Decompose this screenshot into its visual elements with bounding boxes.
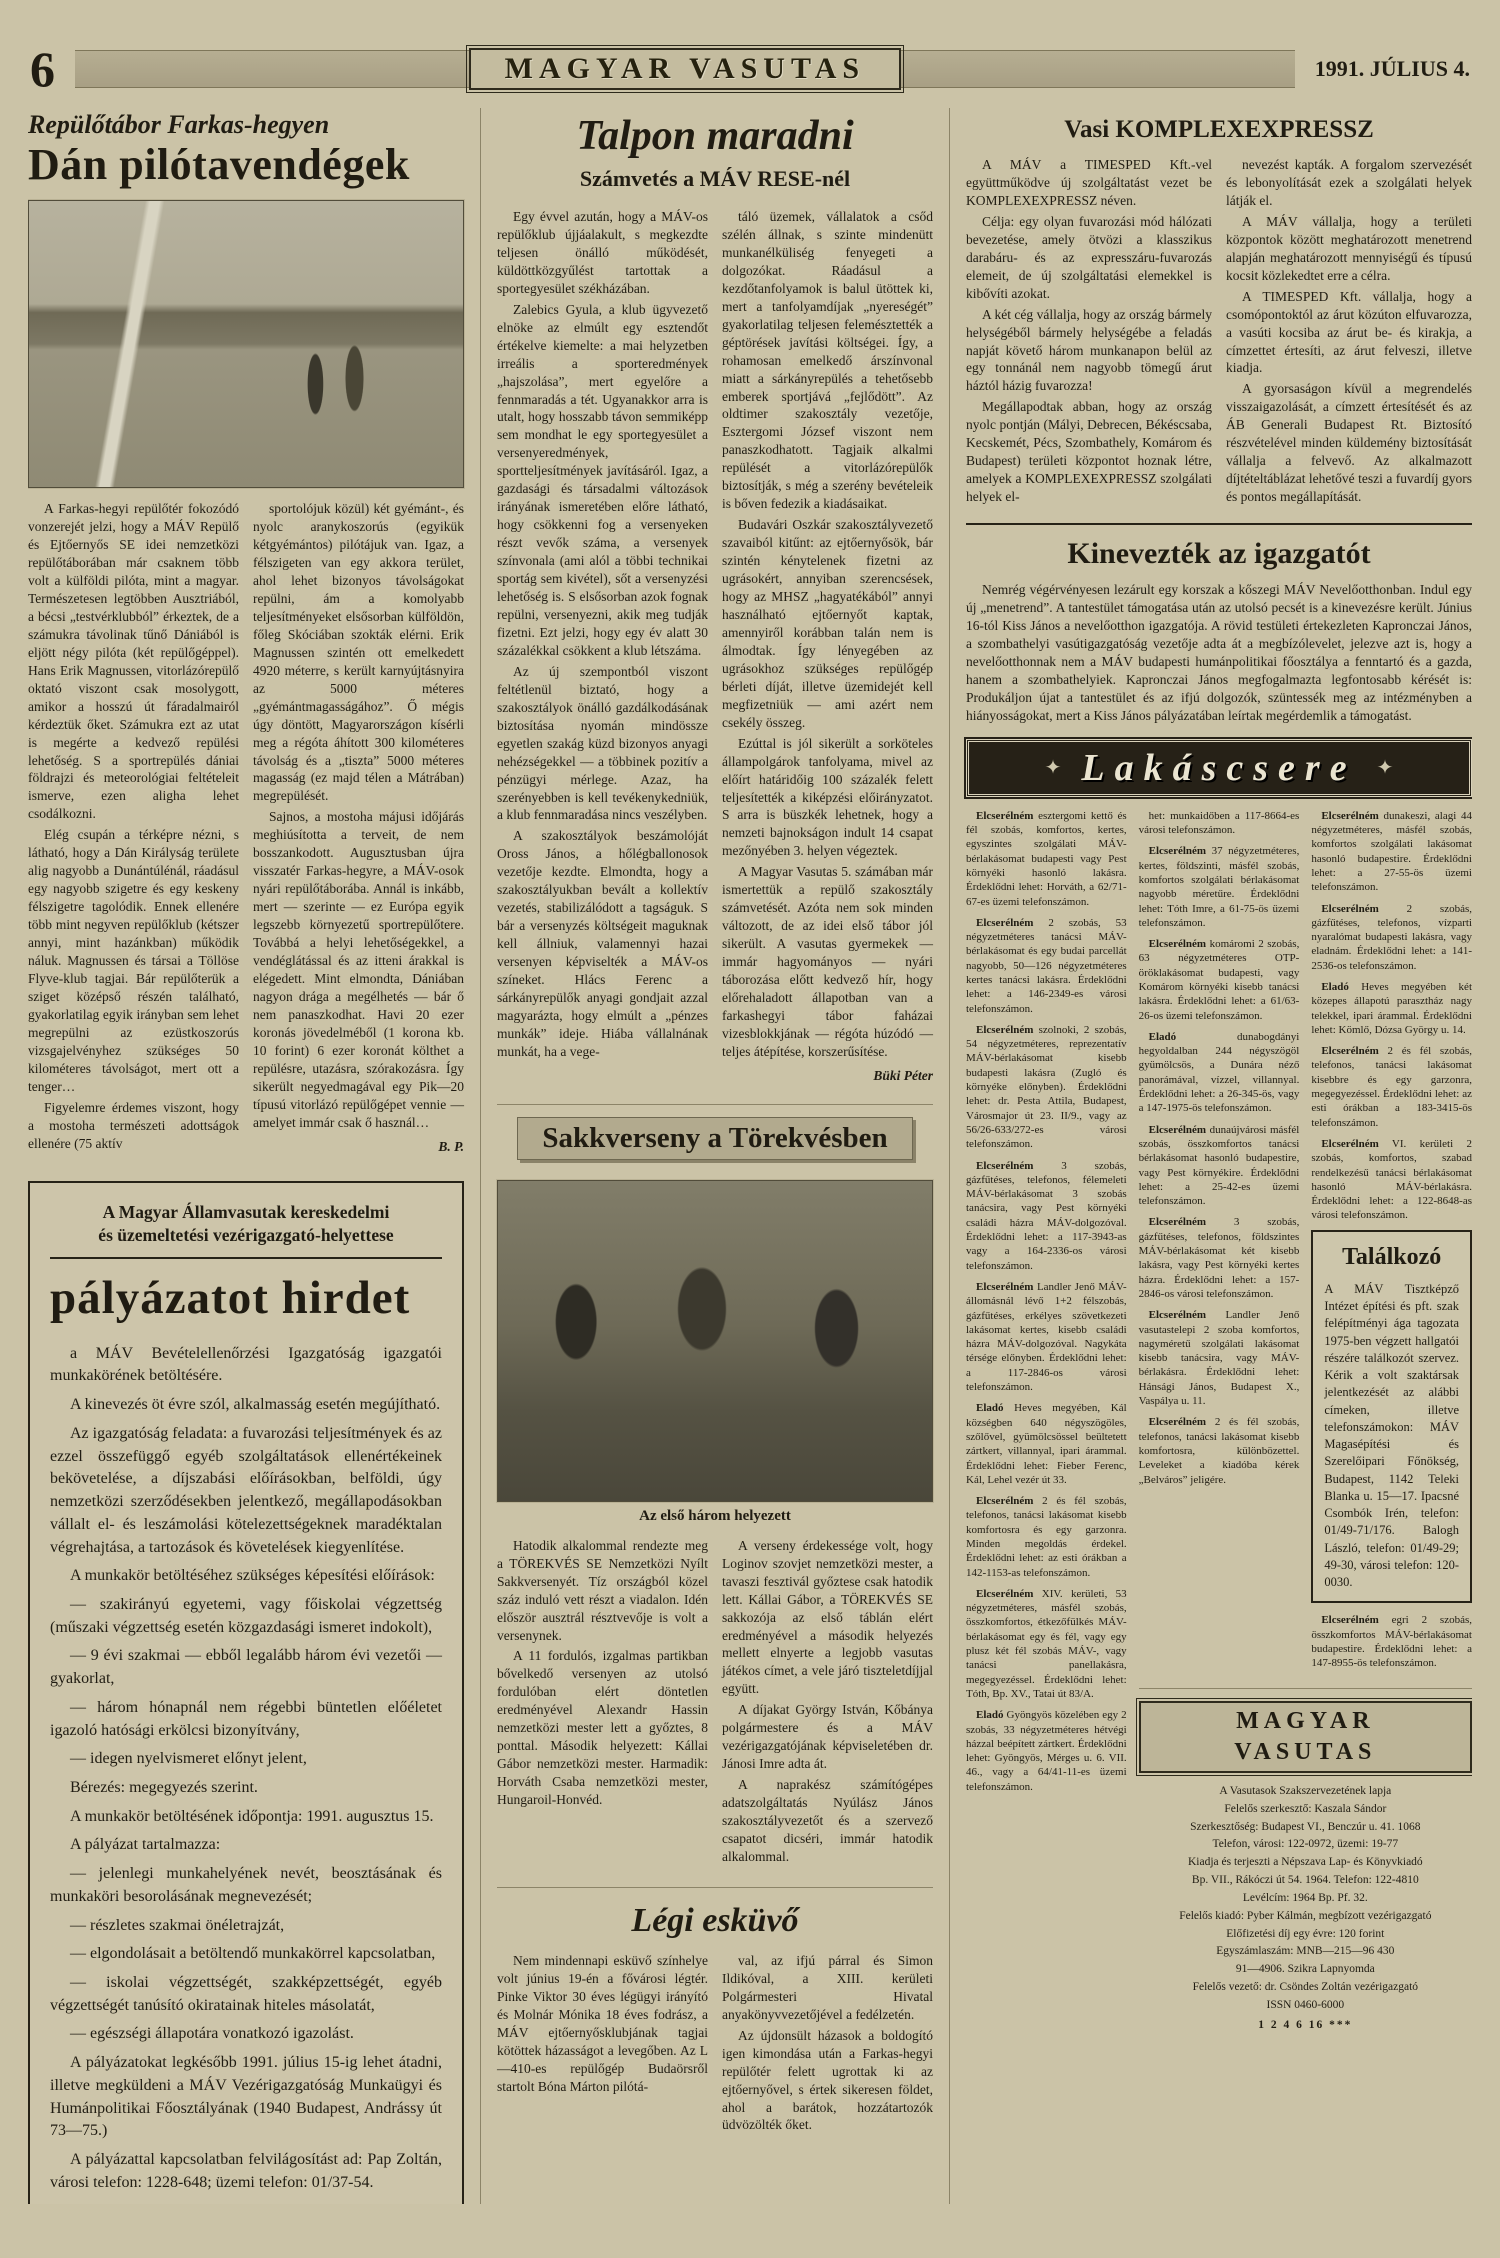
pilots-text-col1: A Farkas-hegyi repülőtér fokozódó vonzerejét jelzi, hogy a MÁV Repülő és Ejtőernyős SE idei nemzetközi repülőtáborában már csaknem több volt a külföldi pilóta, mint a magyar. Természetesen legtöbben Ausztriából, a bécsi „testvérklubból” érkeztek, de a számukra távolinak tűnő Dániából is eljött négy pilóta (két repülőgéppel). Hans Erik Magnussen, vitorlázórepülő oktató viszont csak mosolygott, amikor a hosszú út fáradalmairól kérdeztük őket. Számukra ezt az utat is megérte a kedvező repülési lehetőség. S a sportrepülés dániai földrajzi és meteorológiai feltételeit ismerve, ezen aligha lehet csodálkozni. Elég csupán a térképre nézni, s látható, hogy a Dán Királyság területe alig nagyobb a Dunántúlénál, ráadásul egy nagyobb szigetre és egy keskeny félszigetre tagolódik. Ennek ellenére több mint negyven repülőklub (kétszer annyi, mint hazánkban) működik náluk. Magnussen és társai a Töllöse Flyve-klub tagjai. Bár repülőterük a sziget középső részén található, gyakorlatilag egyik irányban sem lehet megrepülni az ezüstkoszorús vizsgajelvényhez szükséges 50 kilométeres távolságot, mert ott a tenger… Figyelemre érdemes viszont, hogy a mostoha természeti adottságok ellenére (75 aktív xyxy=(28,501,239,1151)
classifieds-section xyxy=(966,809,1472,2035)
palyazat-body: a MÁV Bevételellenőrzési Igazgatóság igazgatói munkakörének betöltésére. A kinevezés öt évre szól, alkalmasság esetén megújítható. Az igazgatóság feladata: a fuvarozási teljesítmények és az ezzel összefüggő egyéb szolgáltatások ellenértékeinek bekövetelése, a díjszabási előírásokban, belföldi, úgy nemzetközi szerződésekben jelentkező, megállapodásokban vállalt el- és leszámolási kötelezettségeknek maradéktalan végrehajtása, a tartozások és követelések kiegyenlítése. A munkakör betöltéséhez szükséges képesítési előírások: — szakirányú egyetemi, vagy főiskolai végzettség (műszaki végzettség esetén közgazdasági ismeret indokolt), — 9 évi szakmai — ebből legalább három évi vezetői — gyakorlat, — három hónapnál nem régebbi büntetlen előéletet igazoló hatósági erkölcsi bizonyítvány, — idegen nyelvismeret előnyt jelent, Bérezés: megegyezés szerint. A munkakör betöltésének időpontja: 1991. augusztus 15. A pályázat tartalmazza: — jelenlegi munkahelyének nevét, beosztásának és munkaköri besorolásának megnevezését; — részletes szakmai önéletrajzát, — elgondolásait a betöltendő munkakörrel kapcsolatban, — iskolai végzettségét, szakképzettségét, egyéb végzettségét tanúsító okiratainak hiteles másolatát, — egészségi állapotára vonatkozó igazolást. A pályázatokat legkésőbb 1991. július 15-ig lehet átadni, illetve megküldeni a MÁV Vezérigazgatóság Munkaügyi és Humánpolitikai Főosztályának (1940 Budapest, Andrássy út 73—75.) A pályázattal kapcsolatban felvilágosítást ad: Pap Zoltán, városi telefon: 1228-648; üzemi telefon: 01/37-54. xyxy=(50,1344,442,2191)
komplex-body xyxy=(966,156,1472,509)
colophon-line: Levélcím: 1964 Bp. Pf. 32. xyxy=(1242,1891,1368,1904)
classified-ad: Elcserélném 2 szobás, gázfűtéses, telefonos, vízparti nyaralómat budapesti lakásra, vagy eladnám. Érdeklődni lehet: a 141-2536-os telefonszámon. xyxy=(1311,902,1472,972)
colophon-title: MAGYAR VASUTAS xyxy=(1139,1701,1472,1773)
komplex-headline: Vasi KOMPLEXEXPRESSZ xyxy=(1064,116,1374,143)
colophon-line: Szerkesztőség: Budapest VI., Benczúr u. 41. 1068 xyxy=(1190,1820,1421,1833)
talpon-text-col1: Egy évvel azután, hogy a MÁV-os repülőklub újjáalakult, s megkezdte teljesen önálló működését, küldöttközgyűlést tartottak a sportegyesület székházában. Zalebics Gyula, a klub ügyvezető elnöke az elmúlt egy esztendőt értékelve kiemelte: a mai helyzetben irreális a sporteredmények „hajszolása”, mert egyelőre a fennmaradás a tét. Ugyanakkor arra is utalt, hogy hosszabb távon semmiképp sem mondhat le egy sportegyesület a versenyeredmények, sportteljesítmények javításáról. Igaz, a gazdasági és társadalmi változások irányának ismeretében előre látható, hogy csökkenni fog a versenyeken részt vevők száma, a versenyek színvonala (ami alól a többi technikai sportág sem kivétel), sőt a versenyzési lehetőség is. S elsősorban azok fognak repülni, versenyezni, akik meg tudják fizetni. Ezt jelzi, hogy egy év alatt 30 százalékkal csökkent a klub létszáma. Az új szempontból viszont feltétlenül biztató, hogy a szakosztályok önálló gazdálkodásának biztosítása nyomán mindössze egyetlen szakág küzd bizonyos anyagi nehézségekkel — a többinek pozitív a pénzügyi mérlege. Azaz, ha szerényebben is kell tevékenykedniük, a klub fennmaradása nincs veszélyben. A szakosztályok beszámolóját Oross János, a hőlégballonosok vezetője kezdte. Elmondta, hogy a szakosztályukban bevált a kollektív vezetés, stabilizálódott a tagságuk. S bár a versenyzés költségeit maguknak kell állniuk, valamennyi hazai versenyen képviselték a MÁV-os színeket. Hlács Ferenc a sárkányrepülők anyagi gondjait azzal magyarázta, hogy elmúlt a „pénzes munkák” ideje. Hiába vállalnának munkát, ha a vege- xyxy=(497,209,708,1059)
masthead-band xyxy=(75,50,1295,88)
classified-ad: Elcserélném egri 2 szobás, összkomfortos MÁV-bérlakásomat budapestire. Érdeklődni lehet: a 147-8955-ös telefonszámon. xyxy=(1311,1614,1472,1670)
classified-ad: Eladó Heves megyében két közepes állapotú parasztház nagy telekkel, ipari árammal. Érdeklődni lehet: Kömlő, Dózsa György u. 14. xyxy=(1311,981,1472,1036)
classified-ad: Elcserélném 3 szobás, gázfűtéses, telefonos, félemeleti MÁV-bérlakásomat 3 szobás tanácsira, vagy Pest környéki családi házra MÁV-dolgozóval. Érdeklődni lehet: a 117-3943-as vagy a 164-2336-os városi telefonszámon. xyxy=(966,1159,1127,1272)
classified-ad: Elcserélném 3 szobás, gázfűtéses, telefonos, földszintes MÁV-bérlakásomat két kisebb lakásra, vagy Pest környéki kertes házra. Érdeklődni lehet: a 157-2846-os városi telefonszámon. xyxy=(1138,1216,1300,1300)
colophon-lines xyxy=(1139,1783,1472,2034)
palyazat-kicker: A Magyar Államvasutak kereskedelmi és üzemeltetési vezérigazgató-helyettese xyxy=(50,1201,442,1259)
eskuvo-body xyxy=(497,1952,933,2138)
colophon xyxy=(1139,1688,1472,2035)
colophon-line: Egyszámlaszám: MNB—215—96 430 xyxy=(1216,1945,1395,1958)
eskuvo-text-col2: val, az ifjú párral és Simon Ildikóval, a XIII. kerületi Polgármesteri Hivatal anyakönyvvezetőjével a fedélzetén. Az újdonsült házasok a boldogító igen kimondása után a Farkas-hegyi repülőtér felett ugrottak ki az ejtőernyővel, s értek sikeresen földet, ahol a barátok, hozzátartozók üdvözölték őket. xyxy=(722,1952,933,2133)
masthead-title: MAGYAR VASUTAS xyxy=(469,48,901,90)
chess-photo-caption: Az első három helyezett xyxy=(639,1507,791,1524)
classified-ad: Elcserélném komáromi 2 szobás, 63 négyzetméteres OTP-öröklakásomat budapesti, vagy Komárom környéki kisebb tanácsi lakásra. Érdeklődni lehet: a 61/63-26-os üzemi telefonszámon. xyxy=(1138,938,1300,1022)
classified-ad: Elcserélném VI. kerületi 2 szobás, komfortos, szabad rendelkezésű tanácsi bérlakásomat hasonló MÁV-bérlakásra. Érdeklődni lehet: a 122-8648-as városi telefonszámon. xyxy=(1311,1137,1472,1222)
komplex-text-col2: nevezést kapták. A forgalom szervezését és lebonyolítását ezek a szolgálati helyek látják el. A MÁV vállalja, hogy a területi központok között meghatározott menetrend alapján meghatározott mennyiségű és típusú kocsit közlekedtet erre a célra. A TIMESPED Kft. vállalja, hogy a csomópontoktól az árut közúton elfuvarozza, a vasúti kocsiba az árut be- és kirakja, a címzettet értesíti, az árut felveszi, illetve kiadja. A gyorsaságon kívül a megrendelés visszaigazolását, a címzett értesítését és az ÁB Generali Budapest Rt. Biztosító részvételével minden küldemény biztosítását vállalja a felvevő. Az alkalmazott díjtételtáblázat lehetővé teszi a fuvardíj gyors és pontos megállapítását. xyxy=(1226,157,1472,505)
classified-ad: Elcserélném esztergomi kettő és fél szobás, komfortos, kertes, egyszintes szolgálati MÁV-bérlakásomat budapesti vagy Pest környéki hasonló lakásra. Érdeklődni lehet: Horváth, a 62/71-67-es üzemi telefonszámon. xyxy=(966,809,1127,908)
page-number: 6 xyxy=(30,41,55,97)
pilots-signature: B. P. xyxy=(438,1138,464,1154)
komplex-text-col1: A MÁV a TIMESPED Kft.-vel együttműködve új szolgáltatást vezet be KOMPLEXEXPRESSZ néven. Célja: egy olyan fuvarozási mód hálózati bevezetése, amely ötvözi a klasszikus darabáru- és az expresszáru-fuvarozás elemeit, de új szolgáltatási elemekkel is kibővíti azokat. A két cég vállalja, hogy az ország bármely helységéből bármely helységébe a feladás napját követő három munkanapon belül az egy tonnánál nem nagyobb tömegű árut háztól házig fuvarozza! Megállapodtak abban, hogy az ország nyolc pontján (Mályi, Debrecen, Békéscsaba, Kecskemét, Pécs, Szombathely, Komárom és Budapest) területi központot hoznak létre, amelyek a KOMPLEXEXPRESSZ szolgálati helyek el- xyxy=(966,157,1212,505)
colophon-line: Előfizetési díj egy évre: 120 forint xyxy=(1226,1927,1385,1940)
pilots-headline: Dán pilótavendégek xyxy=(28,140,410,189)
talpon-headline: Talpon maradni xyxy=(576,113,854,159)
sakk-body xyxy=(497,1537,933,1869)
classified-ad: Eladó Heves megyében, Kál községben 640 négyszögöles, szőlővel, gyümölcsössel beültetett zártkert, villannyal, ipari árammal. Érdeklődni lehet: Fieber Ferenc, Kál, Lehel vezér út 33. xyxy=(966,1402,1127,1486)
eskuvo-headline: Légi esküvő xyxy=(497,1887,933,1940)
talpon-text-col2: táló üzemek, vállalatok a csőd szélén állnak, s szinte mindenütt munkanélküliség fenyegeti a dolgozókat. Ráadásul a kezdőtanfolyamok is balul ütöttek ki, mert a tanfolyamdíjak „nyereségét” gyakorlatilag teljesen felemésztették a géptörések javítási költségei. Így, a rohamosan emelkedő árszínvonal miatt a sárkányrepülés a tehetősebb emberek sportjává „fejlődött”. Az oldtimer szakosztály vezetője, Esztergomi József viszont nem panaszkodhatott. Tagjaik alkalmi repülését a vitorlázórepülők biztosítják, s még a szerény bevételeik is bőven fedezik a kiadásaikat. Budavári Oszkár szakosztályvezető szavaiból kitűnt: az ejtőernyősök, bár szintén kénytelenek fizetni az ugrásokért, annyiban szerencsések, hogy az MHSZ „hagyatékából” annyi használható ejtőernyőt kaptak, amennyiről korábban talán nem is álmodtak. Így lényegében az ugrásokhoz szükséges repülőgép bérleti díját, illetve üzemidejét kell megfizetniük — ami azért nem csekély összeg. Ezúttal is jól sikerült a sorköteles állampolgárok tanfolyama, mivel az előírt határidőig 100 százalék felett teljesítették a kiképzési előirányzatot. S arra is büszkék lehetnek, hogy a nemzeti bajnokságon indult 14 csapat mezőnyében 3. helyen végeztek. A Magyar Vasutas 5. számában már ismertettük a repülő szakosztály számvetését. Azóta nem sok minden változott, de az idei első tábor jól sikerült. A vasutas gyermekek — immár hagyományos — nyári táborozása előtt kedvező hír, hogy előrehaladott állapotban van a farkashegyi tábor faházai vizesblokkjának — régóta húzódó — teljes átépítése, korszerűsítése. Büki Péter xyxy=(722,209,933,1083)
ornament-right-icon: ✦ xyxy=(1376,757,1394,780)
classified-ad: Elcserélném XIV. kerületi, 53 négyzetméteres, másfél szobás, összkomfortos, étkezőfülkés MÁV-bérlakásomat egy és fél, vagy egy plusz két fél szobás MÁV-, vagy tanácsi panellakásra, megegyezéssel. Érdeklődni lehet: Tóth, Bp. XV., Tatai út 83/A. xyxy=(966,1587,1127,1700)
lakascsere-banner xyxy=(966,739,1472,797)
left-column xyxy=(28,108,480,2204)
palyazat-article xyxy=(28,1181,464,2205)
talalkozo-article xyxy=(1311,1230,1472,1604)
page-header xyxy=(0,0,1500,104)
igazgato-body: Nemrég végérvényesen lezárult egy korszak a kőszegi MÁV Nevelőotthonban. Indul egy új „menetrend”. A tantestület támogatása után az utolsó pecsét is a kinevezésre került. Június 16-tól Kiss János a nevelőotthon igazgatója. A rövid testületi értekezleten Kapronczai János, a szombathelyi vasútigazgatóság vezetője adta át a megbízólevelet, jelezve azt is, hogy a nevelőotthonnak nem a MÁV budapesti humánpolitikai főosztálya a fenntartó és a gazda, hanem a szombathelyiek. Kapronczai János megfogalmazta legfontosabb kérését is: Produkáljon újat a tantestület és az ifjú dolgozók, szüntessék meg az intézményben a hiányosságokat, mert a Kiss János pályázatában leírtak megérdemlik a támogatást. xyxy=(966,582,1472,723)
issue-date: 1991. JÚLIUS 4. xyxy=(1314,56,1470,81)
classified-ad: Elcserélném 2 és fél szobás, telefonos, tanácsi lakásomat kisebb komfortosra, különbözettel. Leveleket a kiadóba kérek „Belváros” jeligére. xyxy=(1138,1416,1300,1486)
classified-ad: Elcserélném 2 szobás, 53 négyzetméteres tanácsi MÁV-bérlakásomat és egy budai parcellát nagyobb, 50—126 négyzetméteres kertes tanácsi lakásra. Érdeklődni lehet: a 146-2349-es városi telefonszámon. xyxy=(966,916,1127,1015)
chess-photo xyxy=(497,1180,933,1502)
classified-ad: Elcserélném szolnoki, 2 szobás, 54 négyzetméteres, reprezentatív MÁV-bérlakásomat kisebb budapesti lakásra (Zugló és környéke előnyben). Érdeklődni lehet: dr. Pesta Attila, Budapest, Városmajor út 23. II/9., vagy az 56/26-633/272-es városi telefonszámon. xyxy=(966,1023,1127,1151)
classified-ad: Eladó Gyöngyös közelében egy 2 szobás, 33 négyzetméteres hétvégi házzal beépített zártkert. Érdeklődni lehet: Gyöngyös, Mérges u. 6. VII. 46., vagy a 64/41-11-es üzemi telefonszámon. xyxy=(966,1709,1127,1793)
colophon-line: Felelős szerkesztő: Kaszala Sándor xyxy=(1224,1802,1387,1815)
classified-ad: Elcserélném dunakeszi, alagi 44 négyzetméteres, másfél szobás, komfortos szolgálati lakásomat hasonló budapestire. Érdeklődni lehet: a 27-55-ös üzemi telefonszámon. xyxy=(1311,809,1472,894)
pilots-photo xyxy=(28,200,464,488)
sakk-text-col1: Hatodik alkalommal rendezte meg a TÖREKVÉS SE Nemzetközi Nyílt Sakkversenyét. Tíz országból közel száz induló vett részt a viadalon. Idén először ausztrál résztvevője is volt a versenynek. A 11 fordulós, izgalmas partikban bővelkedő versenyen az utolsó fordulóban elért döntetlen eredményével Alexandr Hassin nemzetközi mester lett a győztes, 8 ponttal. Második helyezett: Kállai Gábor nemzetközi mester. Harmadik: Horváth Csaba nemzetközi mester, Hungaroil-Honvéd. xyxy=(497,1537,708,1808)
right-column xyxy=(950,108,1472,2204)
classifieds-col1 xyxy=(966,809,1127,2035)
colophon-line: 91—4906. Szikra Lapnyomda xyxy=(1235,1963,1375,1976)
pilots-text-col2: sportolójuk közül) két gyémánt-, és nyolc aranykoszorús (egyikük kétgyémántos) pilótájuk van. Igaz, a félszigeten van egy akkora terület, ahol lehet bizonyos távolságokat repülni, ám a komolyabb teljesítményeket elsősorban külföldön, főleg Skóciában szokták elérni. Erik Magnussen szintén ott emelkedett 4920 méterre, s került karnyújtásnyira az 5000 méteres „gyémántmagasságához”. Ő mégis úgy döntött, Magyarországon kísérli meg a régóta áhított 300 kilométeres távolság és a „tiszta” 5000 méteres magasság (ez majd télen a Mátrában) megrepülését. Sajnos, a mostoha májusi időjárás meghiúsította a terveit, de nem bosszankodott. Augusztusban újra visszatér Farkas-hegyre, a MÁV-osok nyári repülőtáborába. Annál is inkább, mert — szerinte — ez Európa egyik legszebb környezetű sportrepülőtere. Továbbá a helyi lehetőségekkel, a vendéglátással és az itteni árakkal is elégedett. Mint elmondta, Dániában nagyon drága a megélhetés — bár ő nem panaszkodhat. Havi 20 ezer koronás jövedelméből (1 korona kb. 10 forint) 6 ezer koronát költhet a repülésre, utazásra, szórakozásra. Így sikerült negyedmagával egy Pik—20 típusú vitorlázó repülőgépet vennie — amelyet immár csak ő használ… B. P. xyxy=(253,501,464,1154)
pilots-body xyxy=(28,500,464,1158)
colophon-line: Telefon, városi: 122-0972, üzemi: 19-77 xyxy=(1212,1838,1399,1851)
colophon-line: 1 2 4 6 16 *** xyxy=(1258,2018,1353,2031)
colophon-line: Felelős vezető: dr. Csöndes Zoltán vezérigazgató xyxy=(1192,1980,1419,1993)
classified-ad: Elcserélném dunaújvárosi másfél szobás, összkomfortos tanácsi bérlakásomat hasonló budapestire, vagy Pest környékire. Érdeklődni lehet: a 25-42-es üzemi telefonszámon. xyxy=(1138,1123,1300,1208)
colophon-line: Kiadja és terjeszti a Népszava Lap- és Könyvkiadó xyxy=(1187,1856,1423,1869)
sakk-text-col2: A verseny érdekessége volt, hogy Loginov szovjet nemzetközi mester, a tavaszi fesztivál győztese csak hatodik lett. Kállai Gábor, a TÖREKVÉS SE sakkozója az első táblán elért eredményével a második helyezés mellett elnyerte a legjobb vasutas játékos címet, a vele járó tiszteletdíjjal együtt. A díjakat György István, Kőbánya polgármestere és a MÁV vezérigazgatójának képviseletében dr. Jánosi Imre adta át. A naprakész számítógépes adatszolgáltatás Nyúlász János szakosztályvezetőt és a szervező csapatot dicséri, immár hatodik alkalommal. xyxy=(722,1537,933,1864)
colophon-line: Felelős kiadó: Pyber Kálmán, megbízott vezérigazgató xyxy=(1179,1909,1432,1922)
palyazat-headline: pályázatot hirdet xyxy=(50,1271,411,1324)
eskuvo-text-col1: Nem mindennapi esküvő színhelye volt június 19-én a fővárosi légtér. Pinke Viktor 30 éves légügyi irányító és Molnár Mónika 18 éves fodrász, a MÁV ejtőernyősklubjának tagjai kötöttek házasságot a levegőben. Az L—410-es repülőgép Budaörsről startolt Bóna Márton pilótá- xyxy=(497,1952,708,2094)
talalkozo-headline: Találkozó xyxy=(1342,1243,1442,1270)
classifieds-col3 xyxy=(1311,809,1472,1678)
middle-column xyxy=(480,108,950,2204)
classified-ad: het: munkaidőben a 117-8664-es városi telefonszámon. xyxy=(1138,809,1300,837)
colophon-line: Bp. VII., Rákóczi út 54. 1964. Telefon: 122-4810 xyxy=(1191,1874,1419,1887)
colophon-line: ISSN 0460-6000 xyxy=(1266,1998,1345,2011)
section-rule xyxy=(966,523,1472,525)
classified-ad: Eladó dunabogdányi hegyoldalban 244 négyszögöl gyümölcsös, a Dunára néző panorámával, vízzel, villannyal. Érdeklődni lehet: a 26-345-ös, vagy a 147-1975-ös telefonszámon. xyxy=(1138,1030,1300,1115)
classified-ad: Elcserélném 37 négyzetméteres, kertes, földszinti, másfél szobás, komfortos szolgálati bérlakásomat nagyobb méretűre. Érdeklődni lehet: Tóth Imre, a 61-75-ös üzemi telefonszámon. xyxy=(1138,845,1300,929)
talpon-signature: Büki Péter xyxy=(873,1067,933,1083)
classified-ad: Elcserélném Landler Jenő MÁV-állomásnál lévő 1+2 félszobás, gázfűtéses, erkélyes szövetkezeti lakásomat kertes, kisebb családi házra MÁV-dolgozóval. Nagykáta térsége előnyben. Érdeklődni lehet: a 117-2846-os városi telefonszámon. xyxy=(966,1280,1127,1394)
talalkozo-body: A MÁV Tisztképző Intézet építési és pft. szak felépítményi ága tagozata 1975-ben végzett hallgatói részére találkozót szervez. Kérik a volt szaktársak jelentkezését az alábbi címeken, illetve telefonszámokon: MÁV Magasépítési és Szerelőipari Főnökség, Budapest, 1142 Teleki Blanka u. 15—17. Ipacsné Csombók Irén, telefon: 01/49-71/176. Balogh László, telefon: 01/49-29; 49-30, városi telefon: 120-0030. xyxy=(1324,1281,1459,1590)
talpon-subhead: Számvetés a MÁV RESE-nél xyxy=(579,166,851,191)
talpon-body xyxy=(497,208,933,1088)
ornament-left-icon: ✦ xyxy=(1044,757,1062,780)
classifieds-col2 xyxy=(1139,809,1300,1678)
lakascsere-title: Lakáscsere xyxy=(1081,746,1357,789)
page-content xyxy=(0,104,1500,2204)
colophon-line: A Vasutasok Szakszervezetének lapja xyxy=(1219,1785,1392,1797)
sakk-headline-banner xyxy=(497,1104,933,1170)
classified-ad: Elcserélném Landler Jenő vasutastelepi 2 szoba komfortos, nagyméretű szolgálati lakásomat kisebb tanácsira, vagy MÁV-bérlakásra. Érdeklődni lehet: Hánsági János, Budapest X., Vaspálya u. 11. xyxy=(1138,1309,1300,1408)
igazgato-headline: Kinevezték az igazgatót xyxy=(1067,537,1371,571)
classified-ad: Elcserélném 2 és fél szobás, telefonos, tanácsi lakásomat kisebb komfortosra és egy garzonra. Minden megoldás érdekel. Érdeklődni lehet: az esti órákban a 142-1153-as telefonszámon. xyxy=(966,1495,1127,1579)
pilots-kicker: Repülőtábor Farkas-hegyen xyxy=(28,110,330,139)
classified-ad: Elcserélném 2 és fél szobás, telefonos, tanácsi lakásomat kisebbre és egy garzonra, megegyezéssel. Érdeklődni lehet: az esti órákban a 183-3415-ös telefonszámon. xyxy=(1311,1045,1472,1129)
sakk-headline: Sakkverseny a Törekvésben xyxy=(517,1117,912,1160)
